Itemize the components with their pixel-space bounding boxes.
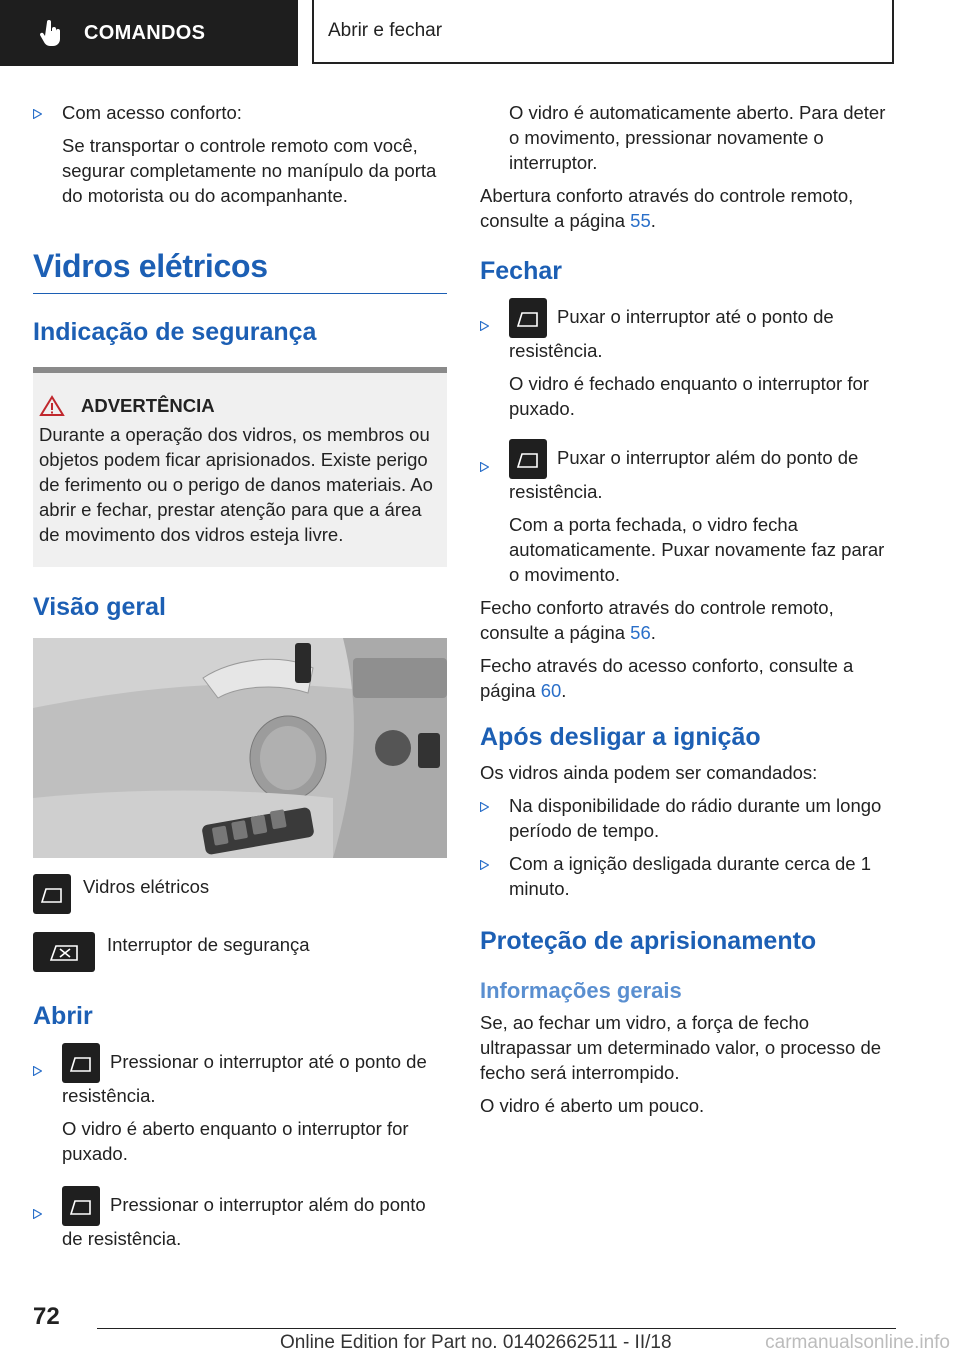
bullet-item: Puxar o interruptor até o ponto de resistência. xyxy=(480,298,896,363)
paragraph: Fecho através do acesso conforto, consulte a página 60. xyxy=(480,655,854,701)
topic-title: Abrir e fechar xyxy=(328,20,443,41)
edition-text: Online Edition for Part no. 01402662511 - II/18 xyxy=(280,1332,672,1353)
warning-text: Durante a operação dos vidros, os membros ou objetos podem ficar aprisionados. Existe perigo de ferimento ou o perigo de danos materiais. Ao abrir e fechar, prestar atenção para que a área de movimento dos vidros esteja livre. xyxy=(39,424,433,545)
page-link[interactable]: 60 xyxy=(540,680,562,701)
bullet-detail: O vidro é automaticamente aberto. Para deter o movimento, pressionar novamente o interruptor. xyxy=(509,102,886,173)
bullet-triangle-icon xyxy=(480,860,489,870)
page-number: 72 xyxy=(33,1303,60,1330)
window-switch-icon xyxy=(62,1186,100,1226)
paragraph: Fecho conforto através do controle remoto, consulte a página 56. xyxy=(480,597,834,643)
bullet-triangle-icon xyxy=(33,1209,42,1219)
bullet-detail: O vidro é fechado enquanto o interruptor for puxado. xyxy=(509,373,869,419)
subsection-heading: Abrir xyxy=(33,1002,93,1030)
bullet-item: Com a ignição desligada durante cerca de 1 minuto. xyxy=(480,851,896,901)
footer-rule xyxy=(97,1328,896,1329)
subsubsection-heading: Informações gerais xyxy=(480,978,682,1003)
paragraph: Os vidros ainda podem ser comandados: xyxy=(480,762,818,783)
subsection-heading: Proteção de aprisionamento xyxy=(480,927,817,955)
bullet-triangle-icon xyxy=(480,802,489,812)
page-link[interactable]: 56 xyxy=(630,622,651,643)
subsection-heading: Indicação de segurança xyxy=(33,318,317,346)
legend-label: Vidros elétricos xyxy=(83,876,210,897)
bullet-detail: O vidro é aberto enquanto o interruptor for puxado. xyxy=(62,1118,409,1164)
page-link[interactable]: 55 xyxy=(630,210,651,231)
left-column xyxy=(33,100,447,1251)
door-panel-photo xyxy=(33,638,447,858)
warning-title: ADVERTÊNCIA xyxy=(81,395,215,416)
subsection-heading: Fechar xyxy=(480,257,562,285)
bullet-item: Pressionar o interruptor além do ponto de resistência. xyxy=(33,1186,447,1251)
paragraph: Se, ao fechar um vidro, a força de fecho ultrapassar um determinado valor, o processo de fecho será interrompido. xyxy=(480,1012,882,1083)
paragraph: Abertura conforto através do controle remoto, consulte a página 55. xyxy=(480,185,854,231)
right-column xyxy=(480,100,896,1118)
subsection-heading: Após desligar a ignição xyxy=(480,723,761,751)
window-switch-icon xyxy=(33,874,71,914)
topic-header xyxy=(312,0,894,64)
window-switch-icon xyxy=(509,298,547,338)
window-switch-icon xyxy=(62,1043,100,1083)
legend-label: Interruptor de segurança xyxy=(107,934,310,955)
safety-switch-icon xyxy=(33,932,95,972)
bullet-detail: Com a porta fechada, o vidro fecha automaticamente. Puxar novamente faz parar o movimento. xyxy=(509,514,885,585)
subsection-heading: Visão geral xyxy=(33,593,166,621)
watermark: carmanualsonline.info xyxy=(765,1332,950,1353)
section-heading: Vidros elétricos xyxy=(33,248,268,284)
bullet-triangle-icon xyxy=(480,321,489,331)
bullet-item: Puxar o interruptor além do ponto de resistência. xyxy=(480,439,896,504)
bullet-item: Pressionar o interruptor até o ponto de resistência. xyxy=(33,1043,447,1108)
paragraph: O vidro é aberto um pouco. xyxy=(480,1095,705,1116)
hand-icon xyxy=(38,18,68,48)
window-switch-icon xyxy=(509,439,547,479)
heading-rule xyxy=(33,293,447,294)
warning-box xyxy=(33,367,447,567)
bullet-item: Na disponibilidade do rádio durante um longo período de tempo. xyxy=(480,793,896,843)
legend-item xyxy=(33,874,447,914)
warning-triangle-icon xyxy=(39,395,65,417)
legend-item xyxy=(33,932,447,972)
chapter-title: COMANDOS xyxy=(84,21,206,44)
bullet-detail: Se transportar o controle remoto com você, segurar completamente no manípulo da porta do motorista ou do acompanhante. xyxy=(62,135,437,206)
bullet-triangle-icon xyxy=(33,1066,42,1076)
bullet-triangle-icon xyxy=(33,109,42,119)
bullet-triangle-icon xyxy=(480,462,489,472)
chapter-tab xyxy=(0,0,298,66)
bullet-item: Com acesso conforto: xyxy=(33,100,447,125)
